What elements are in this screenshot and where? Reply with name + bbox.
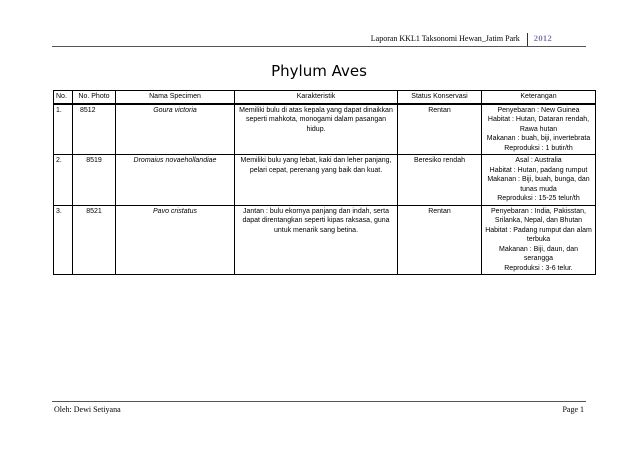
- cell-status: Rentan: [398, 104, 482, 155]
- cell-no: 1.: [54, 104, 73, 155]
- header-title: Laporan KKL1 Taksonomi Hewan_Jatim Park: [370, 34, 520, 43]
- keterangan-line: Penyebaran : India, Pakisstan, Srilanka, Nepal, dan Bhutan: [491, 207, 586, 224]
- keterangan-line: Penyebaran : New Guinea: [497, 106, 580, 114]
- header-keterangan: Keterangan: [482, 91, 596, 104]
- cell-no: 2.: [54, 155, 73, 206]
- cell-keterangan: [482, 155, 596, 206]
- header-no: No.: [54, 91, 73, 104]
- cell-karakteristik: Memiliki bulu yang lebat, kaki dan leher panjang, pelari cepat, perenang yang baik dan kuat.: [235, 155, 398, 206]
- cell-name: Goura victoria: [116, 104, 235, 155]
- keterangan-line: Habitat : Hutan, Dataran rendah, Rawa hutan: [487, 116, 590, 133]
- footer-author: Oleh: Dewi Setiyana: [54, 405, 121, 414]
- header-karakteristik: Karakteristik: [235, 91, 398, 104]
- header-divider: [52, 46, 586, 47]
- footer-page-number: Page 1: [562, 405, 584, 414]
- keterangan-line: Asal : Australia: [515, 157, 562, 164]
- header-photo: No. Photo: [73, 91, 116, 104]
- specimen-table: [53, 90, 596, 275]
- cell-keterangan: [482, 104, 596, 155]
- page-title: Phylum Aves: [271, 62, 367, 80]
- cell-name: Pavo cristatus: [116, 205, 235, 275]
- table-row: [54, 205, 596, 275]
- cell-status: Rentan: [398, 205, 482, 275]
- cell-status: Beresiko rendah: [398, 155, 482, 206]
- cell-photo: 8519: [73, 155, 116, 206]
- header-name: Nama Specimen: [116, 91, 235, 104]
- cell-karakteristik: Memiliki bulu di atas kepala yang dapat dinaikkan seperti mahkota, monogami dalam pasangan hidup.: [235, 104, 398, 155]
- keterangan-line: Habitat : Padang rumput dan alam terbuka: [485, 226, 592, 243]
- keterangan-line: Reproduksi : 15-25 telur/th: [497, 195, 580, 202]
- keterangan-line: Reproduksi : 1 butir/th: [504, 144, 573, 152]
- cell-name: Dromaius novaehollandiae: [116, 155, 235, 206]
- cell-photo: 8521: [73, 205, 116, 275]
- footer-divider: [52, 401, 586, 402]
- header-status: Status Konservasi: [398, 91, 482, 104]
- keterangan-line: Makanan : Biji, daun, dan serangga: [499, 245, 578, 262]
- cell-no: 3.: [54, 205, 73, 275]
- cell-karakteristik: Jantan : bulu ekornya panjang dan indah, serta dapat direntangkan seperti kipas raksasa, guna untuk menarik sang betina.: [235, 205, 398, 275]
- page-header: [371, 28, 552, 46]
- table-row: [54, 155, 596, 206]
- keterangan-line: Habitat : Hutan, padang rumput: [489, 166, 588, 174]
- keterangan-line: Makanan : buah, biji, invertebrata: [486, 135, 591, 142]
- table-header-row: [54, 91, 596, 104]
- table-row: [54, 104, 596, 155]
- cell-photo: 8512: [73, 104, 116, 155]
- keterangan-line: Makanan : Biji, buah, bunga, dan tunas muda: [487, 176, 590, 193]
- keterangan-line: Reproduksi : 3-6 telur.: [504, 264, 573, 272]
- cell-keterangan: [482, 205, 596, 275]
- header-year: 2012: [527, 33, 552, 46]
